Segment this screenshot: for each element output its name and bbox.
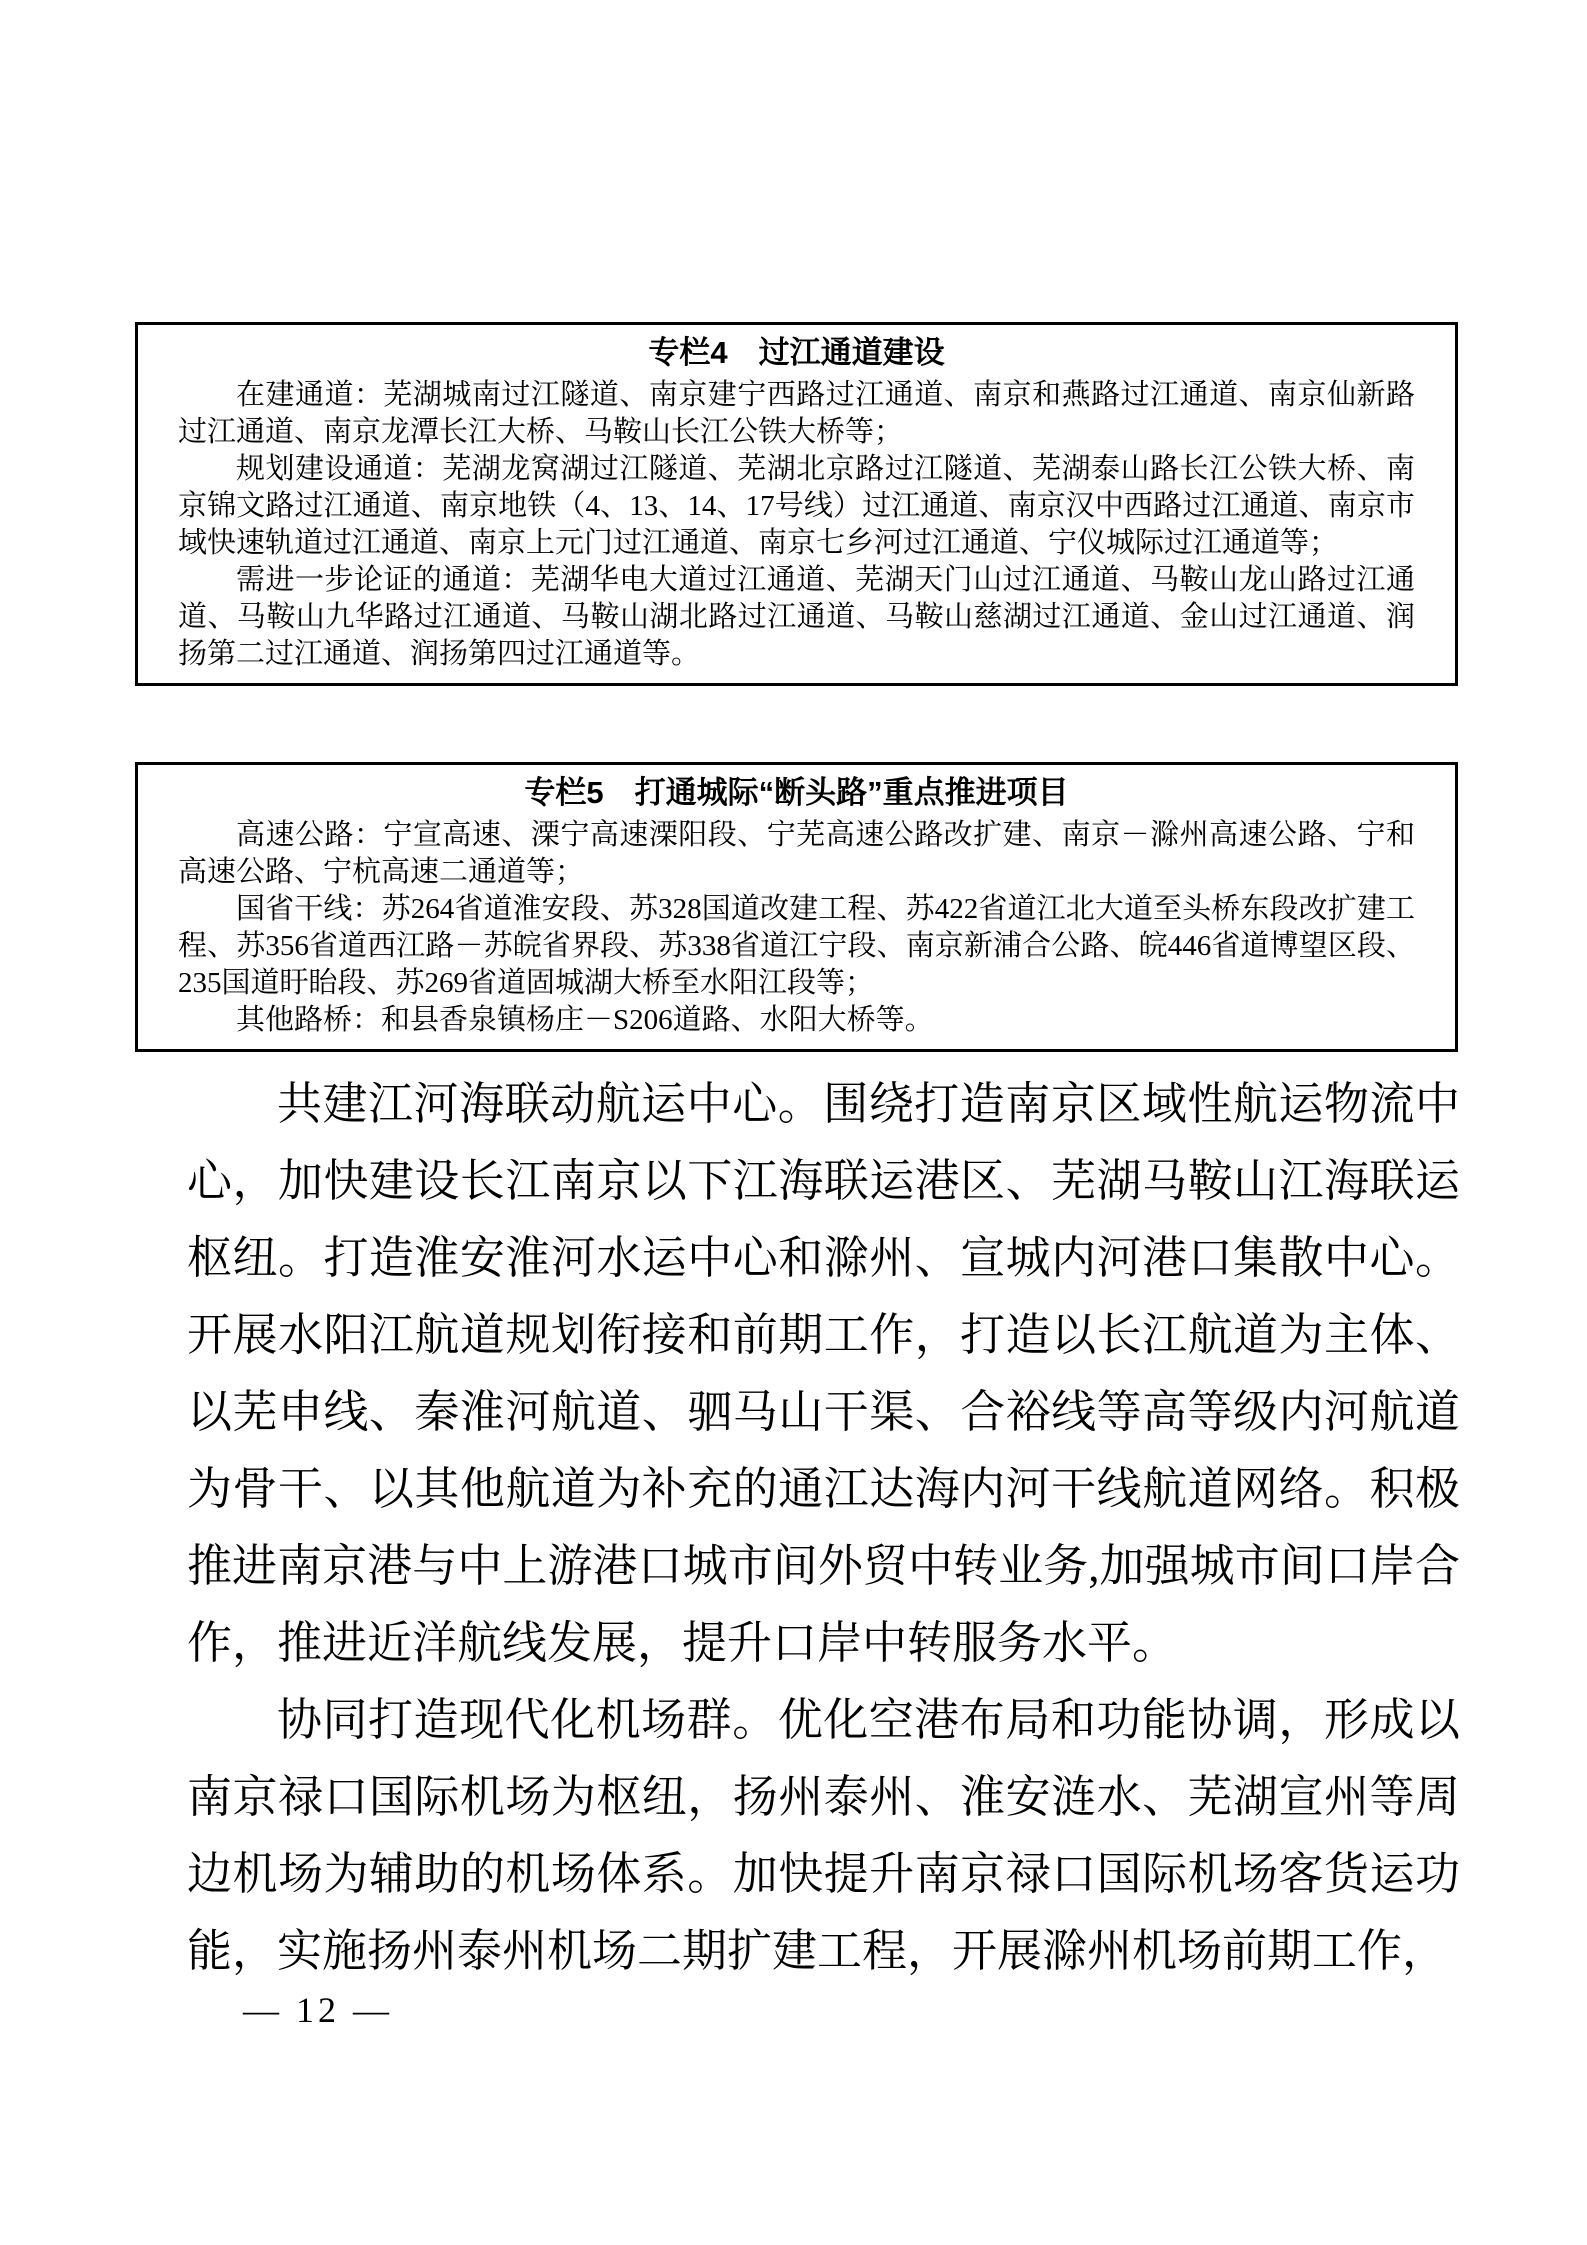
box4-paragraph-under-construction: 在建通道：芜湖城南过江隧道、南京建宁西路过江通道、南京和燕路过江通道、南京仙新路过江通道、南京龙潭长江大桥、马鞍山长江公铁大桥等； [178,379,1415,448]
body-paragraph-shipping-center: 共建江河海联动航运中心。围绕打造南京区域性航运物流中心，加快建设长江南京以下江海联运港区、芜湖马鞍山江海联运枢纽。打造淮安淮河水运中心和滁州、宣城内河港口集散中心。开展水阳江航道规划衔接和前期工作，打造以长江航道为主体、以芜申线、秦淮河航道、驷马山干渠、合裕线等高等级内河航道为骨干、以其他航道为补充的通江达海内河干线航道网络。积极推进南京港与中上游港口城市间外贸中转业务,加强城市间口岸合作，推进近洋航线发展，提升口岸中转服务水平。 [187,1079,1460,1668]
box5-paragraph-national-provincial-trunk: 国省干线：苏264省道淮安段、苏328国道改建工程、苏422省道江北大道至头桥东段改扩建工程、苏356省道西江路－苏皖省界段、苏338省道江宁段、南京新浦合公路、皖446省道博望区段、235国道盱眙段、苏269省道固城湖大桥至水阳江段等； [178,893,1415,999]
page-number: — 12 — [243,1990,393,2030]
box4-paragraph-further-study: 需进一步论证的通道：芜湖华电大道过江通道、芜湖天门山过江通道、马鞍山龙山路过江通道、马鞍山九华路过江通道、马鞍山湖北路过江通道、马鞍山慈湖过江通道、金山过江通道、润扬第二过江通道、润扬第四过江通道等。 [178,564,1415,670]
box5-title: 专栏5 打通城际“断头路”重点推进项目 [524,775,1069,810]
box5-paragraph-expressways: 高速公路：宁宣高速、溧宁高速溧阳段、宁芜高速公路改扩建、南京－滁州高速公路、宁和高速公路、宁杭高速二通道等； [178,819,1415,888]
body-text-block [187,1066,1460,1990]
box-river-crossing-channels [135,322,1458,686]
box5-paragraph-other-roads-bridges: 其他路桥：和县香泉镇杨庄－S206道路、水阳大桥等。 [236,1004,934,1036]
box4-title: 专栏4 过江通道建设 [648,335,945,370]
page-content [135,322,1458,1990]
body-paragraph-airport-cluster: 协同打造现代化机场群。优化空港布局和功能协调，形成以南京禄口国际机场为枢纽，扬州泰州、淮安涟水、芜湖宣州等周边机场为辅助的机场体系。加快提升南京禄口国际机场客货运功能，实施扬州泰州机场二期扩建工程，开展滁州机场前期工作， [187,1695,1460,1976]
box-broken-roads-projects [135,762,1458,1052]
box4-paragraph-planned: 规划建设通道：芜湖龙窝湖过江隧道、芜湖北京路过江隧道、芜湖泰山路长江公铁大桥、南京锦文路过江通道、南京地铁（4、13、14、17号线）过江通道、南京汉中西路过江通道、南京市域快速轨道过江通道、南京上元门过江通道、南京七乡河过江通道、宁仪城际过江通道等； [178,453,1415,559]
